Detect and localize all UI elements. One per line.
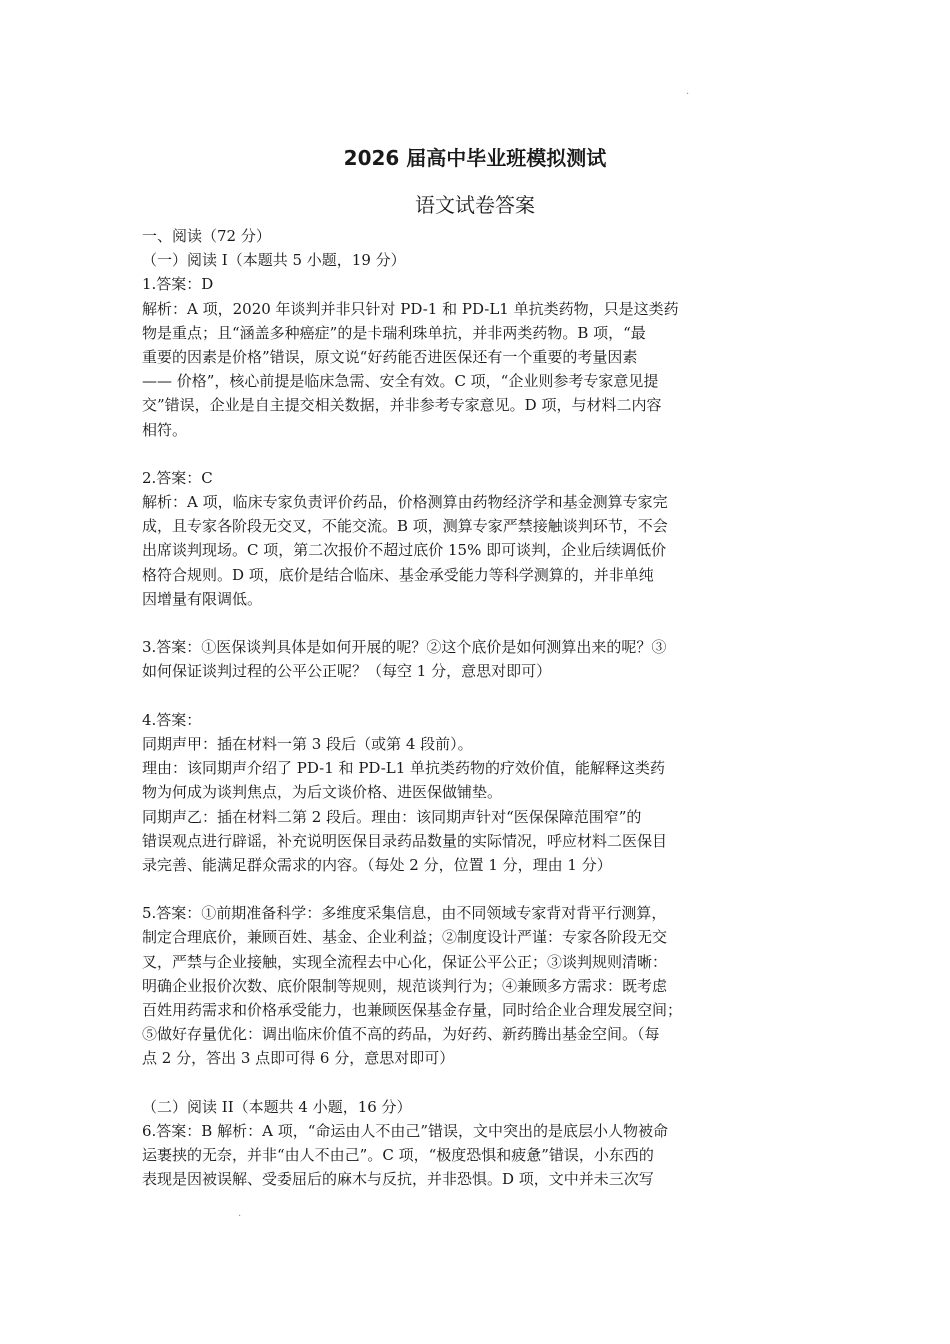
text-line: 相符。 bbox=[142, 420, 188, 439]
text-line: 格符合规则。D 项，底价是结合临床、基金承受能力等科学测算的，并非单纯 bbox=[142, 565, 654, 584]
answer-body bbox=[142, 224, 792, 1192]
text-line: 叉，严禁与企业接触，实现全流程去中心化，保证公平公正；③谈判规则清晰： bbox=[142, 952, 668, 971]
text-line: 1.答案：D bbox=[142, 275, 214, 294]
text-line: 录完善、能满足群众需求的内容。（每处 2 分，位置 1 分，理由 1 分） bbox=[142, 855, 612, 874]
text-line: ⑤做好存量优化：调出临床价值不高的药品，为好药、新药腾出基金空间。（每 bbox=[142, 1025, 660, 1044]
text-line: 错误观点进行辟谣，补充说明医保目录药品数量的实际情况，呼应材料二医保目 bbox=[142, 831, 668, 850]
text-line: 运裹挟的无奈，并非“由人不由己”。C 项，“极度恐惧和疲惫”错误，小东西的 bbox=[142, 1146, 654, 1165]
blank-line bbox=[142, 684, 792, 708]
text-line: 表现是因被误解、受委屈后的麻木与反抗，并非恐惧。D 项，文中并未三次写 bbox=[142, 1170, 654, 1189]
text-line: 解析：A 项，临床专家负责评价药品，价格测算由药物经济学和基金测算专家完 bbox=[142, 493, 668, 512]
text-line: 制定合理底价，兼顾百姓、基金、企业利益；②制度设计严谨：专家各阶段无交 bbox=[142, 928, 668, 947]
text-line: 同期声乙：插在材料二第 2 段后。理由：该同期声针对“医保保障范围窄”的 bbox=[142, 807, 642, 826]
text-line: 明确企业报价次数、底价限制等规则，规范谈判行为；④兼顾多方需求：既考虑 bbox=[142, 976, 668, 995]
text-line: 因增量有限调低。 bbox=[142, 589, 263, 608]
text-line: 物是重点；且“涵盖多种癌症”的是卡瑞利珠单抗，并非两类药物。B 项，“最 bbox=[142, 323, 646, 342]
text-line: （二）阅读 II（本题共 4 小题，16 分） bbox=[142, 1097, 412, 1116]
text-line: 一、阅读（72 分） bbox=[142, 227, 271, 245]
text-line: 3.答案：①医保谈判具体是如何开展的呢？②这个底价是如何测算出来的呢？③ bbox=[142, 638, 667, 657]
text-line: 出席谈判现场。C 项，第二次报价不超过底价 15% 即可谈判，企业后续调低价 bbox=[142, 541, 667, 560]
header-mark: . bbox=[686, 86, 690, 97]
text-line: 重要的因素是价格”错误，原文说“好药能否进医保还有一个重要的考量因素 bbox=[142, 347, 638, 366]
footer-mark: . bbox=[238, 1208, 242, 1219]
text-line: 6.答案：B 解析：A 项，“命运由人不由己”错误，文中突出的是底层小人物被命 bbox=[142, 1121, 669, 1140]
text-line: 4.答案： bbox=[142, 710, 202, 729]
text-line: —— 价格”，核心前提是临床急需、安全有效。C 项，“企业则参考专家意见提 bbox=[142, 372, 659, 391]
text-line: 成，且专家各阶段无交叉，不能交流。B 项，测算专家严禁接触谈判环节，不会 bbox=[142, 517, 668, 536]
text-line: 解析：A 项，2020 年谈判并非只针对 PD-1 和 PD-L1 单抗类药物，只是这类药 bbox=[142, 299, 679, 318]
blank-line bbox=[142, 442, 792, 466]
blank-line bbox=[142, 1071, 792, 1095]
text-line: 点 2 分，答出 3 点即可得 6 分，意思对即可） bbox=[142, 1049, 455, 1068]
text-line: 物为何成为谈判焦点，为后文谈价格、进医保做铺垫。 bbox=[142, 783, 503, 802]
page-subtitle: 语文试卷答案 bbox=[415, 193, 535, 217]
blank-line bbox=[142, 611, 792, 635]
text-line: 如何保证谈判过程的公平公正呢？（每空 1 分，意思对即可） bbox=[142, 662, 552, 681]
text-line: （一）阅读 I（本题共 5 小题，19 分） bbox=[142, 251, 406, 270]
text-line: 5.答案：①前期准备科学：多维度采集信息，由不同领域专家背对背平行测算， bbox=[142, 904, 667, 923]
text-line: 百姓用药需求和价格承受能力，也兼顾医保基金存量，同时给企业合理发展空间； bbox=[142, 1001, 683, 1019]
text-line: 同期声甲：插在材料一第 3 段后（或第 4 段前）。 bbox=[142, 734, 473, 753]
text-line: 理由：该同期声介绍了 PD-1 和 PD-L1 单抗类药物的疗效价值，能解释这类药 bbox=[142, 759, 666, 778]
text-line: 交”错误，企业是自主提交相关数据，并非参考专家意见。D 项，与材料二内容 bbox=[142, 396, 662, 415]
text-line: 2.答案：C bbox=[142, 468, 213, 487]
page-title: 2026 届高中毕业班模拟测试 bbox=[343, 146, 607, 170]
blank-line bbox=[142, 877, 792, 901]
